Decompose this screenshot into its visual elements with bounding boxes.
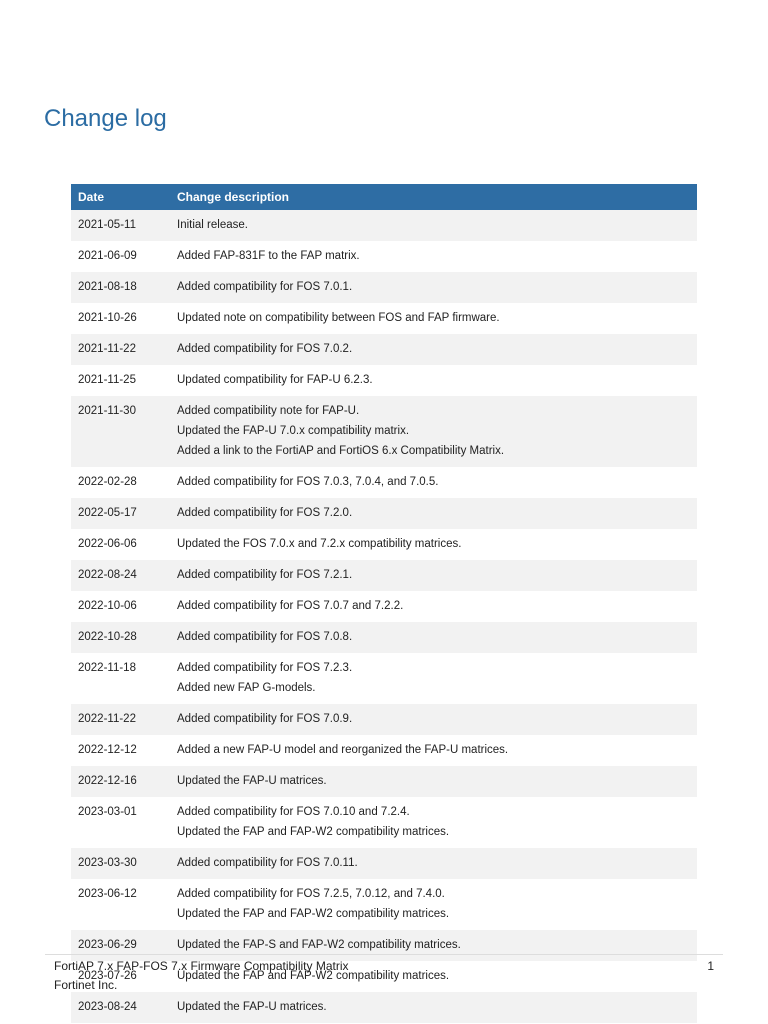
row-date: 2022-02-28: [71, 467, 170, 498]
date-column-header: Date: [71, 184, 170, 210]
row-description: [170, 210, 697, 241]
description-column-header: Change description: [170, 184, 697, 210]
description-line: Added compatibility for FOS 7.2.3.: [177, 662, 353, 674]
row-description: [170, 241, 697, 272]
description-line: Updated the FAP-S and FAP-W2 compatibility matrices.: [177, 939, 461, 951]
row-date: 2022-05-17: [71, 498, 170, 529]
description-line: Updated compatibility for FAP-U 6.2.3.: [177, 374, 373, 386]
description-line: Updated the FAP and FAP-W2 compatibility matrices.: [177, 970, 450, 982]
description-line: Updated the FAP-U 7.0.x compatibility matrix.: [177, 425, 410, 437]
description-line: Updated the FAP-U matrices.: [177, 775, 327, 787]
row-description: [170, 930, 697, 961]
description-line: Updated note on compatibility between FOS and FAP firmware.: [177, 312, 500, 324]
footer-divider: [45, 954, 723, 955]
row-date: 2021-11-22: [71, 334, 170, 365]
table-row: [71, 879, 697, 930]
description-line: Added compatibility for FOS 7.0.10 and 7.2.4.: [177, 806, 410, 818]
table-row: [71, 467, 697, 498]
row-date: 2023-06-12: [71, 879, 170, 930]
table-body: [71, 210, 697, 1023]
row-description: [170, 653, 697, 704]
row-date: 2021-10-26: [71, 303, 170, 334]
description-line: Added compatibility for FOS 7.0.7 and 7.2.2.: [177, 600, 404, 612]
row-description: [170, 560, 697, 591]
row-description: [170, 498, 697, 529]
description-line: Updated the FAP-U matrices.: [177, 1001, 327, 1013]
row-date: 2023-03-01: [71, 797, 170, 848]
description-line: Added new FAP G-models.: [177, 682, 316, 694]
description-line: Added compatibility for FOS 7.0.2.: [177, 343, 353, 355]
row-date: 2022-10-06: [71, 591, 170, 622]
table-row: [71, 704, 697, 735]
description-line: Added compatibility for FOS 7.0.3, 7.0.4, and 7.0.5.: [177, 476, 439, 488]
footer-page-number: 1: [707, 959, 714, 973]
table-row: [71, 498, 697, 529]
table-header-row: [71, 184, 697, 210]
row-description: [170, 735, 697, 766]
row-description: [170, 396, 697, 467]
description-line: Initial release.: [177, 219, 248, 231]
row-date: 2023-06-29: [71, 930, 170, 961]
row-date: 2021-11-25: [71, 365, 170, 396]
table-row: [71, 735, 697, 766]
row-description: [170, 766, 697, 797]
table-row: [71, 930, 697, 961]
row-date: 2022-12-16: [71, 766, 170, 797]
row-description: [170, 622, 697, 653]
row-description: [170, 591, 697, 622]
row-description: [170, 467, 697, 498]
description-line: Updated the FAP and FAP-W2 compatibility matrices.: [177, 908, 450, 920]
row-date: 2021-06-09: [71, 241, 170, 272]
description-line: Added compatibility for FOS 7.2.0.: [177, 507, 353, 519]
description-line: Added compatibility note for FAP-U.: [177, 405, 360, 417]
description-line: Updated the FOS 7.0.x and 7.2.x compatibility matrices.: [177, 538, 462, 550]
footer-document-title: FortiAP 7.x FAP-FOS 7.x Firmware Compatibility Matrix: [54, 959, 349, 973]
row-date: 2021-08-18: [71, 272, 170, 303]
table-row: [71, 396, 697, 467]
row-description: [170, 272, 697, 303]
table-row: [71, 622, 697, 653]
row-description: [170, 848, 697, 879]
table-row: [71, 334, 697, 365]
row-description: [170, 879, 697, 930]
description-line: Added compatibility for FOS 7.2.1.: [177, 569, 353, 581]
description-line: Added compatibility for FOS 7.0.1.: [177, 281, 353, 293]
table-row: [71, 653, 697, 704]
table-row: [71, 210, 697, 241]
row-description: [170, 334, 697, 365]
table-row: [71, 303, 697, 334]
row-description: [170, 303, 697, 334]
row-date: 2022-06-06: [71, 529, 170, 560]
row-date: 2023-07-26: [71, 961, 170, 992]
table-row: [71, 591, 697, 622]
description-line: Added compatibility for FOS 7.0.11.: [177, 857, 358, 869]
row-description: [170, 365, 697, 396]
row-date: 2022-10-28: [71, 622, 170, 653]
change-log-table: [71, 184, 697, 1023]
row-description: [170, 797, 697, 848]
row-date: 2023-08-24: [71, 992, 170, 1023]
description-line: Added FAP-831F to the FAP matrix.: [177, 250, 360, 262]
table-row: [71, 797, 697, 848]
footer-company: Fortinet Inc.: [54, 978, 118, 992]
description-line: Added compatibility for FOS 7.0.8.: [177, 631, 353, 643]
description-line: Added a link to the FortiAP and FortiOS 6.x Compatibility Matrix.: [177, 445, 505, 457]
page-title: Change log: [44, 105, 167, 132]
row-date: 2022-08-24: [71, 560, 170, 591]
table-row: [71, 365, 697, 396]
row-date: 2022-12-12: [71, 735, 170, 766]
table-row: [71, 529, 697, 560]
row-date: 2022-11-22: [71, 704, 170, 735]
row-date: 2023-03-30: [71, 848, 170, 879]
table-row: [71, 241, 697, 272]
row-description: [170, 529, 697, 560]
row-date: 2021-11-30: [71, 396, 170, 467]
table-row: [71, 766, 697, 797]
description-line: Added compatibility for FOS 7.0.9.: [177, 713, 353, 725]
table-row: [71, 848, 697, 879]
row-description: [170, 704, 697, 735]
table-row: [71, 272, 697, 303]
description-line: Added compatibility for FOS 7.2.5, 7.0.12, and 7.4.0.: [177, 888, 445, 900]
table-row: [71, 992, 697, 1023]
row-description: [170, 992, 697, 1023]
description-line: Updated the FAP and FAP-W2 compatibility matrices.: [177, 826, 450, 838]
row-date: 2022-11-18: [71, 653, 170, 704]
table-row: [71, 560, 697, 591]
description-line: Added a new FAP-U model and reorganized the FAP-U matrices.: [177, 744, 509, 756]
row-date: 2021-05-11: [71, 210, 170, 241]
